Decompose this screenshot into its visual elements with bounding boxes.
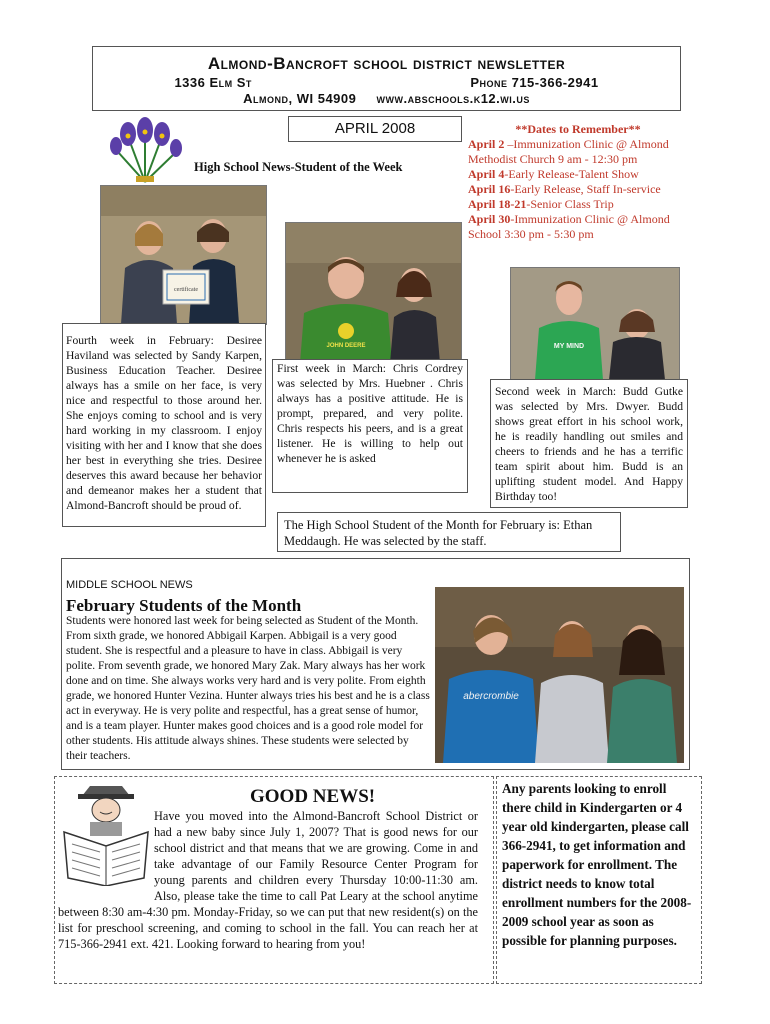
- issue-date: APRIL 2008: [288, 116, 462, 142]
- hs-student-of-month: The High School Student of the Month for February is: Ethan Meddaugh. He was selected by the staff.: [277, 512, 621, 552]
- date-item: April 4-Early Release-Talent Show: [468, 167, 639, 181]
- middle-school-heading: February Students of the Month: [66, 596, 302, 615]
- middle-school-body: Students were honored last week for being selected as Student of the Month. From sixth grade, we honored Abbigail Karpen. Abbigail is a very good student. She is respectful and a pleasure to have in class. Abbigail is very polite. From seventh grade, we honored Mary Zak. Mary always has her work done and on time. She always works very hard and is very polite. From eighth grade, we honored Hunter Vezina. Hunter always tries his best and he is a class act in everyway. He is very polite and respectful, has a great sense of humor, and is a team player. Hunter makes good choices and is a good role model for other students. His attitude always shines. These students were selected by their teachers.: [66, 615, 430, 762]
- date-item: April 16-Early Release, Staff In-service: [468, 182, 661, 196]
- dates-to-remember: [468, 122, 688, 242]
- photo-desiree: [100, 185, 267, 325]
- street-address: 1336 Elm St: [174, 75, 252, 90]
- story-budd: Second week in March: Budd Gutke was selected by Mrs. Dwyer. Budd shows great effort in his school work, he is readily handling out smiles and cheers to friends and he has a terrific team spirit about him. Budd is an uplifting student model. And Happy Birthday too!: [490, 379, 688, 508]
- story-chris: First week in March: Chris Cordrey was selected by Mrs. Huebner . Chris always has a positive attitude. He is prompt, prepared, and very polite. Chris respects his peers, and is a great listener. He is willing to help out whenever he is asked: [272, 359, 468, 493]
- abercrombie-shirt-text: abercrombie: [463, 691, 519, 702]
- certificate-text: certificate: [174, 287, 198, 293]
- newsletter-title: Almond-Bancroft school district newsletter: [207, 54, 566, 73]
- middle-school-label: MIDDLE SCHOOL NEWS: [66, 579, 193, 591]
- date-item: April 2 –Immunization Clinic @ Almond Methodist Church 9 am - 12:30 pm: [468, 137, 669, 166]
- iris-flowers-icon: [100, 112, 190, 184]
- date-item: April 18-21-Senior Class Trip: [468, 197, 614, 211]
- photo-budd: [510, 267, 680, 381]
- photo-chris: [285, 222, 462, 364]
- website: www.abschools.k12.wi.us: [376, 91, 530, 106]
- date-item: April 30-Immunization Clinic @ Almond School 3:30 pm - 5:30 pm: [468, 212, 670, 241]
- story-desiree: Fourth week in February: Desiree Haviland was selected by Sandy Karpen, Business Education Teacher. Desiree always has a smile on her face, is very nice and respectful to those around her. She enjoys coming to school and is very hard working in my classroom. I enjoy visiting with her and I know that she does her best in everything she tries. Desiree deserves this award because her behavior and demeanor makes her a student that Almond-Bancroft should be proud of.: [62, 323, 266, 527]
- masthead: [92, 46, 681, 111]
- kindergarten-notice: Any parents looking to enroll there child in Kindergarten or 4 year old kindergarten, please call 366-2941, to get information and paperwork for enrollment. The district needs to know total enrollment numbers for the 2008-2009 school year as soon as possible for planning purposes.: [502, 781, 692, 948]
- good-news-text: Have you moved into the Almond-Bancroft School District or had a new baby since July 1, 2007? That is good news for our school district and that means that we are growing. Come in and take advantage of our Family Resource Center Program for young parents and children every Thursday 10:00-11:30 am. Also, please take the time to call Pat Leary at the school anytime between 8:30 am-4:30 pm. Monday-Friday, so we can put that new resident(s) on the list for preschool screening, and coming to school in the fall. You can reach her at 715-366-2941 ext. 421. Looking forward to hearing from you!: [58, 809, 478, 951]
- dates-heading: **Dates to Remember**: [515, 122, 641, 136]
- hs-news-heading: High School News-Student of the Week: [194, 160, 403, 174]
- middle-school-section: [61, 558, 690, 770]
- john-deere-logo-text: JOHN DEERE: [326, 343, 366, 349]
- dates-list: [468, 137, 688, 242]
- photo-middle-school-students: [435, 587, 684, 763]
- good-news-heading: GOOD NEWS!: [250, 786, 376, 807]
- phone-number: Phone 715-366-2941: [470, 75, 599, 90]
- my-mind-shirt-text: MY MIND: [553, 343, 585, 350]
- good-news-body: [58, 808, 478, 952]
- icon-float-spacer: [58, 808, 154, 904]
- city-state-zip: Almond, WI 54909: [243, 91, 357, 106]
